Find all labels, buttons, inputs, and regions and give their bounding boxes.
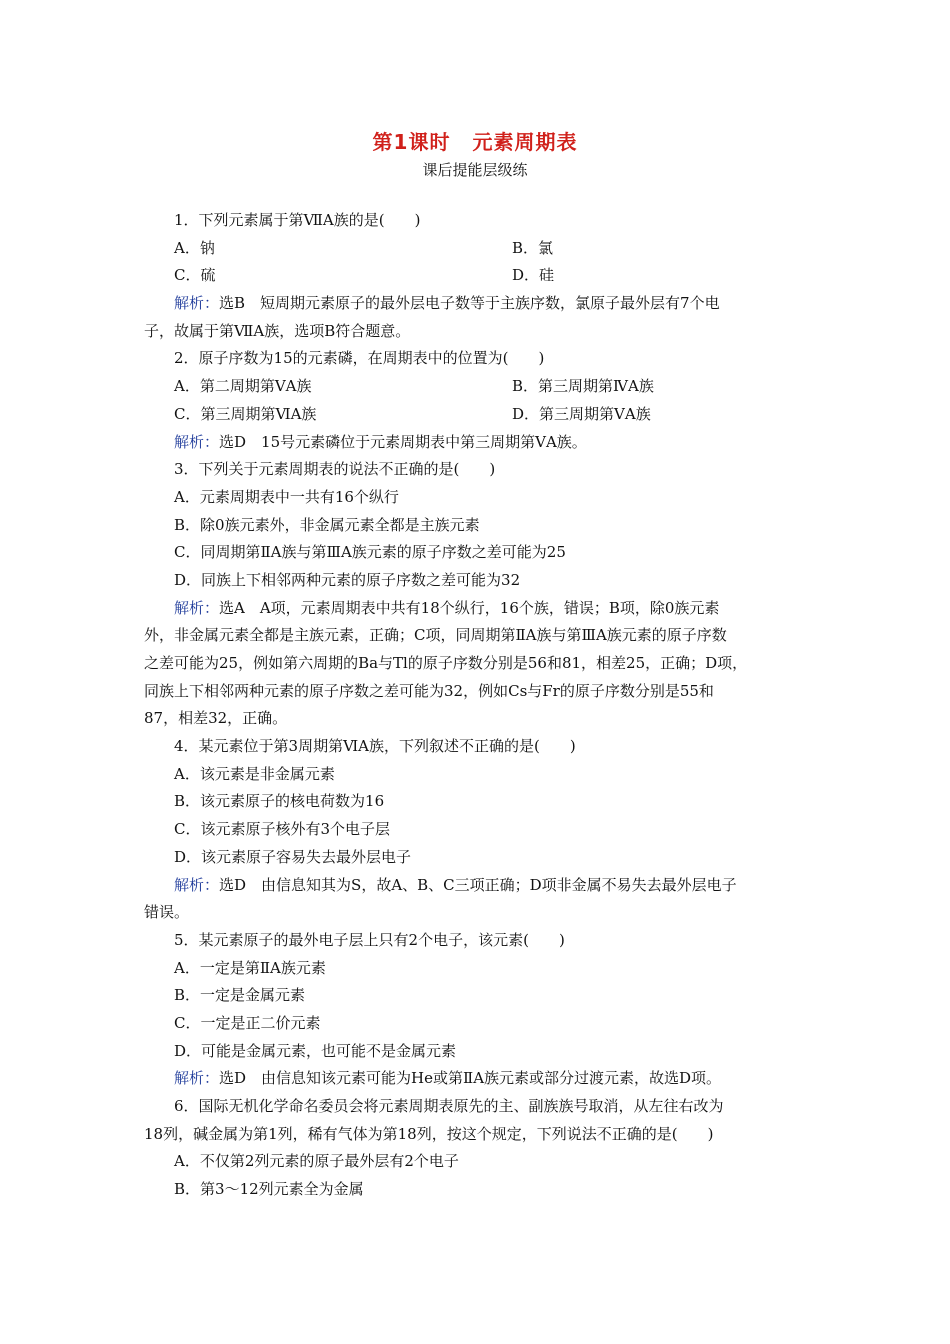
analysis-label: 解析： (174, 1069, 220, 1088)
analysis-5-line-1 (144, 1065, 810, 1093)
page-title (0, 126, 950, 155)
question-1-options-ab (144, 235, 810, 263)
option-c: C．同周期第ⅡA族与第ⅢA族元素的原子序数之差可能为25 (174, 543, 566, 562)
option-a: A．钠 (174, 238, 215, 257)
option-b: B．该元素原子的核电荷数为16 (174, 792, 385, 811)
option-c: C．第三周期第ⅥA族 (174, 404, 317, 423)
option-d: D．硅 (512, 266, 555, 285)
option-a: A．不仅第2列元素的原子最外层有2个电子 (174, 1152, 459, 1171)
question-5-stem: 5．某元素原子的最外电子层上只有2个电子，该元素( ) (174, 930, 565, 949)
option-d: D．可能是金属元素，也可能不是金属元素 (174, 1041, 457, 1060)
question-2-options-cd (144, 401, 810, 429)
page-subtitle: 课后提能层级练 (422, 161, 528, 179)
option-b: B．第3～12列元素全为金属 (174, 1180, 364, 1199)
analysis-text: 选D 由信息知该元素可能为He或第ⅡA族元素或部分过渡元素，故选D项。 (219, 1069, 722, 1088)
analysis-4-line-1 (144, 872, 810, 900)
option-a: A．该元素是非金属元素 (174, 764, 335, 783)
analysis-text: 选B 短周期元素原子的最外层电子数等于主族序数，氯原子最外层有7个电 (219, 294, 720, 313)
option-c: C．硫 (174, 266, 216, 285)
analysis-1-line-2: 子，故属于第ⅦA族，选项B符合题意。 (144, 321, 411, 340)
analysis-1-line-1 (144, 290, 810, 318)
option-c: C．该元素原子核外有3个电子层 (174, 820, 391, 839)
option-a: A．一定是第ⅡA族元素 (174, 958, 326, 977)
option-d: D．第三周期第ⅤA族 (512, 404, 651, 423)
question-6-stem-line-1: 6．国际无机化学命名委员会将元素周期表原先的主、副族族号取消，从左往右改为 (174, 1097, 724, 1115)
analysis-3-line-3: 之差可能为25，例如第六周期的Ba与Tl的原子序数分别是56和81，相差25，正确；D项， (144, 654, 748, 672)
analysis-3-line-5: 87，相差32，正确。 (144, 709, 288, 728)
question-1-options-cd (144, 262, 810, 290)
analysis-text: 选D 15号元素磷位于元素周期表中第三周期第ⅤA族。 (219, 432, 587, 451)
question-1-stem: 1．下列元素属于第ⅦA族的是( ) (174, 211, 421, 229)
analysis-3-line-2: 外，非金属元素全都是主族元素，正确；C项，同周期第ⅡA族与第ⅢA族元素的原子序数 (144, 626, 727, 645)
analysis-3-line-1 (144, 595, 810, 623)
question-6-stem-line-2: 18列，碱金属为第1列，稀有气体为第18列，按这个规定，下列说法不正确的是( ) (144, 1124, 714, 1143)
lesson-topic: 元素周期表 (472, 130, 578, 154)
option-c: C．一定是正二价元素 (174, 1013, 321, 1032)
option-d: D．该元素原子容易失去最外层电子 (174, 847, 412, 866)
option-b: B．一定是金属元素 (174, 986, 306, 1005)
question-3-stem: 3．下列关于元素周期表的说法不正确的是( ) (174, 460, 496, 479)
analysis-label: 解析： (174, 432, 220, 451)
analysis-text: 选D 由信息知其为S，故A、B、C三项正确；D项非金属不易失去最外层电子 (219, 875, 737, 894)
option-b: B．除0族元素外，非金属元素全都是主族元素 (174, 515, 480, 534)
analysis-3-line-4: 同族上下相邻两种元素的原子序数之差可能为32，例如Cs与Fr的原子序数分别是55和 (144, 681, 714, 700)
option-d: D．同族上下相邻两种元素的原子序数之差可能为32 (174, 570, 521, 589)
question-2-options-ab (144, 373, 810, 401)
analysis-label: 解析： (174, 598, 220, 617)
option-b: B．氯 (512, 238, 554, 257)
option-a: A．第二周期第ⅤA族 (174, 377, 312, 396)
analysis-text: 选A A项，元素周期表中共有18个纵行，16个族，错误；B项，除0族元素 (219, 598, 720, 617)
question-2-stem: 2．原子序数为15的元素磷，在周期表中的位置为( ) (174, 349, 545, 368)
analysis-label: 解析： (174, 875, 220, 894)
question-4-stem: 4．某元素位于第3周期第ⅥA族，下列叙述不正确的是( ) (174, 737, 576, 756)
exercise-content (144, 207, 810, 1204)
option-b: B．第三周期第ⅣA族 (512, 377, 654, 396)
analysis-4-line-2: 错误。 (144, 903, 190, 922)
analysis-2-line-1 (144, 429, 810, 457)
option-a: A．元素周期表中一共有16个纵行 (174, 487, 399, 506)
analysis-label: 解析： (174, 294, 220, 313)
lesson-number: 第1课时 (372, 130, 451, 154)
